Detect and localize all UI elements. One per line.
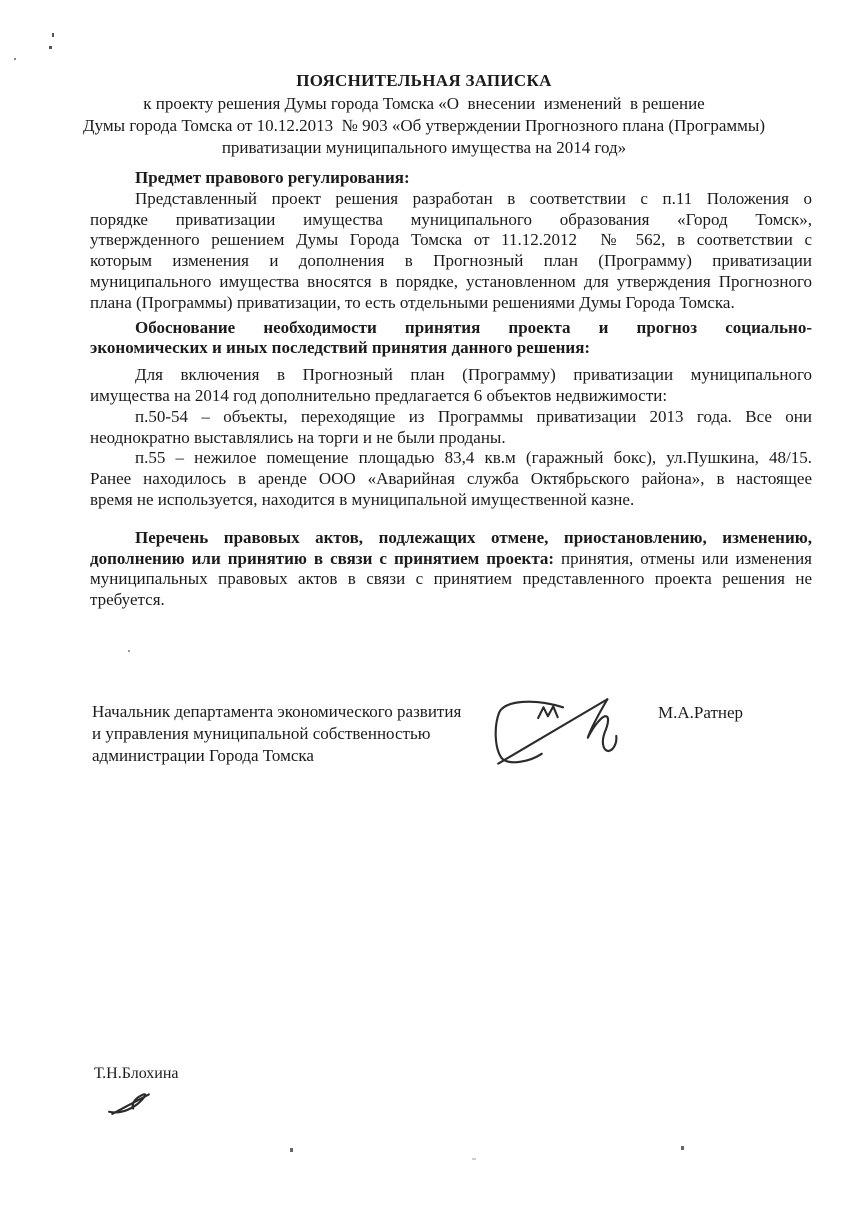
signature-block <box>90 701 812 791</box>
text-line <box>90 448 812 469</box>
scan-speck <box>472 1158 476 1160</box>
text-segment: имущества на 2014 год дополнительно предлагается 6 объектов недвижимости: <box>90 385 668 405</box>
scan-speck <box>681 1146 684 1150</box>
signer-name: М.А.Ратнер <box>658 703 744 722</box>
text-line <box>90 407 812 428</box>
scan-speck <box>14 58 16 60</box>
bold-text-segment: Предмет правового регулирования: <box>135 168 410 187</box>
text-segment: муниципальных правовых актов в связи с принятием представленного проекта решения не <box>90 569 812 589</box>
scan-speck <box>52 33 54 37</box>
text-line <box>90 168 812 189</box>
text-segment: Ранее находилось в аренде ООО «Аварийная служба Октябрьского района», в настоящее <box>90 469 812 489</box>
bold-text-segment: дополнению или принятию в связи с принятием проекта: <box>90 548 555 568</box>
scan-speck <box>290 1148 293 1152</box>
text-segment: утвержденного решением Думы Города Томска от 11.12.2012 № 562, в соответствии с <box>90 230 812 250</box>
text-line <box>90 528 812 549</box>
text-line <box>90 318 812 339</box>
text-segment: требуется. <box>90 590 165 610</box>
document-header <box>0 70 848 159</box>
bold-text-segment: экономических и иных последствий принятия данного решения: <box>90 338 591 358</box>
text-segment: неоднократно выставлялись на торги и не были проданы. <box>90 427 506 447</box>
scan-speck <box>49 46 52 49</box>
text-line <box>90 490 812 511</box>
paragraph <box>90 407 812 449</box>
executor-block <box>94 1064 314 1124</box>
text-segment: Представленный проект решения разработан в соответствии с п.11 Положения о <box>135 188 812 208</box>
text-line <box>90 386 812 407</box>
section-heading <box>90 318 812 360</box>
text-segment: муниципального имущества вносятся в порядке, установленном для утверждения Прогнозного <box>90 271 812 291</box>
text-segment: принятия, отмены или изменения <box>554 548 812 568</box>
paragraph <box>90 528 812 611</box>
text-line: и управления муниципальной собственностью <box>92 724 431 743</box>
text-line: администрации Города Томска <box>92 746 314 765</box>
document-title: ПОЯСНИТЕЛЬНАЯ ЗАПИСКА <box>296 71 552 90</box>
text-line: Начальник департамента экономического развития <box>92 702 462 721</box>
document-subtitle <box>0 93 848 159</box>
text-line <box>90 469 812 490</box>
text-line <box>90 569 812 590</box>
text-line: Думы города Томска от 10.12.2013 № 903 «Об утверждении Прогнозного плана (Программы) <box>83 116 765 135</box>
text-line <box>90 251 812 272</box>
text-line <box>90 549 812 570</box>
text-line <box>90 293 812 314</box>
text-line: приватизации муниципального имущества на 2014 год» <box>221 138 627 157</box>
text-line <box>90 338 812 359</box>
text-segment: п.55 – нежилое помещение площадью 83,4 кв.м (гаражный бокс), ул.Пушкина, 48/15. <box>135 448 812 468</box>
text-line <box>90 365 812 386</box>
text-line <box>90 428 812 449</box>
text-line <box>90 210 812 231</box>
text-segment: порядке приватизации имущества муниципального образования «Город Томск», <box>90 209 812 229</box>
text-line <box>90 230 812 251</box>
text-line <box>90 272 812 293</box>
text-line <box>90 189 812 210</box>
text-line: к проекту решения Думы города Томска «О внесении изменений в решение <box>143 94 705 113</box>
text-segment: Для включения в Прогнозный план (Программу) приватизации муниципального <box>135 365 812 385</box>
signature-scribble-icon <box>492 693 634 769</box>
paragraph <box>90 448 812 510</box>
text-segment: которым изменения и дополнения в Прогнозный план (Программу) приватизации <box>90 251 812 271</box>
text-segment: время не используется, находится в муниципальной имущественной казне. <box>90 489 635 509</box>
document-body <box>90 168 812 611</box>
paragraph <box>90 365 812 407</box>
scan-speck <box>128 650 130 652</box>
signer-position <box>92 701 512 767</box>
executor-signature-icon <box>106 1089 154 1115</box>
executor-name: Т.Н.Блохина <box>94 1065 179 1082</box>
text-segment: плана (Программы) приватизации, то есть отдельными решениями Думы Города Томска. <box>90 292 735 312</box>
text-segment: п.50-54 – объекты, переходящие из Программы приватизации 2013 года. Все они <box>135 406 812 426</box>
paragraph <box>90 189 812 314</box>
section-heading <box>90 168 812 189</box>
bold-text-segment: Обоснование необходимости принятия проекта и прогноз социально- <box>135 317 812 337</box>
text-line <box>90 590 812 611</box>
bold-text-segment: Перечень правовых актов, подлежащих отмене, приостановлению, изменению, <box>135 527 812 547</box>
